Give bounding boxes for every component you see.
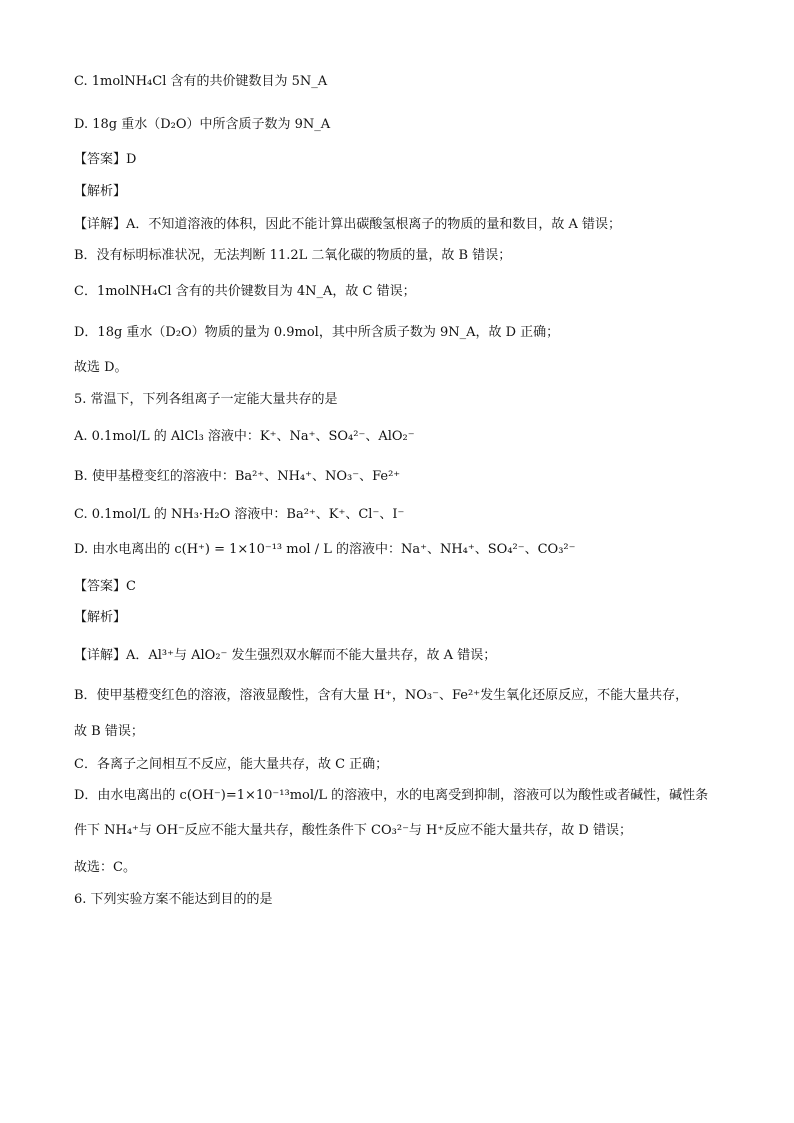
question-6: 6. 下列实验方案不能达到目的的是	[74, 892, 273, 907]
explain-5b-2: 故 B 错误；	[74, 724, 144, 739]
answer-4: 【答案】D	[74, 152, 137, 167]
explain-4c: C．1molNH₄Cl 含有的共价键数目为 4N_A，故 C 错误；	[74, 284, 416, 299]
explain-5b-1: B．使甲基橙变红色的溶液，溶液显酸性，含有大量 H⁺，NO₃⁻、Fe²⁺发生氧化还原反应，不能大量共存，	[74, 688, 689, 703]
explain-4d: D．18g 重水（D₂O）物质的量为 0.9mol，其中所含质子数为 9N_A，故 D 正确；	[74, 325, 560, 340]
question-5: 5. 常温下，下列各组离子一定能大量共存的是	[74, 392, 338, 407]
conclusion-5: 故选：C。	[74, 860, 136, 875]
option-5d: D. 由水电离出的 c(H⁺) = 1×10⁻¹³ mol / L 的溶液中：Na⁺、NH₄⁺、SO₄²⁻、CO₃²⁻	[74, 542, 576, 557]
option-5b: B. 使甲基橙变红的溶液中：Ba²⁺、NH₄⁺、NO₃⁻、Fe²⁺	[74, 469, 401, 484]
explain-5d-1: D．由水电离出的 c(OH⁻)=1×10⁻¹³mol/L 的溶液中，水的电离受到抑制，溶液可以为酸性或者碱性，碱性条	[74, 788, 709, 803]
analysis-label-5: 【解析】	[74, 610, 127, 625]
explain-4b: B．没有标明标准状况，无法判断 11.2L 二氧化碳的物质的量，故 B 错误；	[74, 248, 512, 263]
explain-5c: C．各离子之间相互不反应，能大量共存，故 C 正确；	[74, 757, 389, 772]
explain-5a: 【详解】A．Al³⁺与 AlO₂⁻ 发生强烈双水解而不能大量共存，故 A 错误；	[74, 648, 497, 663]
conclusion-4: 故选 D。	[74, 360, 128, 375]
analysis-label-4: 【解析】	[74, 184, 127, 199]
option-5c: C. 0.1mol/L 的 NH₃·H₂O 溶液中：Ba²⁺、K⁺、Cl⁻、I⁻	[74, 507, 405, 522]
explain-5d-2: 件下 NH₄⁺与 OH⁻反应不能大量共存，酸性条件下 CO₃²⁻与 H⁺反应不能大量共存，故 D 错误；	[74, 823, 632, 838]
option-4d: D. 18g 重水（D₂O）中所含质子数为 9N_A	[74, 117, 331, 132]
explain-4a: 【详解】A．不知道溶液的体积，因此不能计算出碳酸氢根离子的物质的量和数目，故 A 错误；	[74, 217, 622, 232]
option-4c: C. 1molNH₄Cl 含有的共价键数目为 5N_A	[74, 74, 328, 89]
option-5a: A. 0.1mol/L 的 AlCl₃ 溶液中：K⁺、Na⁺、SO₄²⁻、AlO₂⁻	[74, 429, 415, 444]
answer-5: 【答案】C	[74, 579, 136, 594]
